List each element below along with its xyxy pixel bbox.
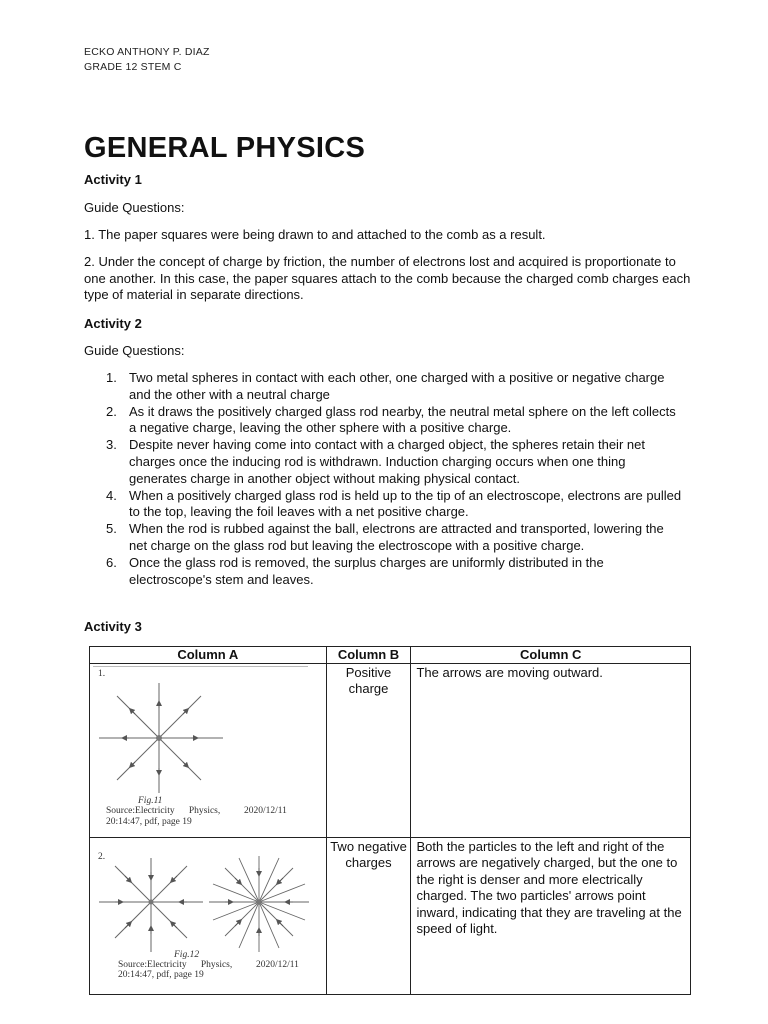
figure-caption: Fig.12 [174, 950, 200, 960]
column-a-header: Column A [90, 647, 327, 664]
student-name: ECKO ANTHONY P. DIAZ [84, 46, 210, 58]
figure-source-date: 20:14:47, pdf, page 19 [118, 970, 204, 980]
column-c-header: Column C [411, 647, 691, 664]
activity1-answer-1: 1. The paper squares were being drawn to and attached to the comb as a result. [84, 227, 546, 242]
figure-number: 2. [98, 852, 106, 862]
activity1-heading: Activity 1 [84, 172, 142, 187]
activity1-guide: Guide Questions: [84, 200, 185, 215]
figure-source-date: 20:14:47, pdf, page 19 [106, 817, 192, 827]
list-item: 2. As it draws the positively charged glass rod nearby, the neutral metal sphere on the left collects a negative charge, leaving the other sphere with a positive charge. [106, 403, 676, 436]
table-row [90, 838, 691, 995]
activity3-heading: Activity 3 [84, 619, 142, 634]
inward-field-lines-figure [95, 854, 320, 959]
list-item: 4. When a positively charged glass rod is held up to the tip of an electroscope, electrons are pulled to the top, leaving the foil leaves with a net positive charge. [106, 487, 682, 520]
figure-cell [90, 664, 327, 838]
table-header-row [90, 647, 691, 664]
column-b-cell: Positive charge [326, 664, 411, 838]
figure-number: 1. [98, 669, 106, 679]
list-item: 1. Two metal spheres in contact with each other, one charged with a positive or negative charge and the other with a neutral charge [106, 370, 665, 402]
list-item: 6. Once the glass rod is removed, the surplus charges are uniformly distributed in the electroscope's stem and leaves. [106, 554, 604, 587]
figure-cell [90, 838, 327, 995]
column-b-header: Column B [326, 647, 411, 664]
activity2-heading: Activity 2 [84, 316, 142, 331]
figure-source: Source:Electricity Physics, 2020/12/11 [118, 960, 299, 970]
student-class: GRADE 12 STEM C [84, 61, 182, 73]
activity1-answer-2: 2. Under the concept of charge by friction, the number of electrons lost and acquired is proportionate to one another. In this case, the paper squares attach to the comb because the charged comb charges each type of material in separate directions. [84, 254, 691, 302]
figure-rule [93, 666, 308, 667]
outward-field-lines-figure [95, 678, 235, 798]
column-b-cell: Two negative charges [326, 838, 411, 995]
list-item: 3. Despite never having come into contact with a charged object, the spheres retain their net charges once the inducing rod is withdrawn. Induction charging occurs when one thing generates charge in another object without making physical contact. [106, 437, 645, 486]
figure-source: Source:Electricity Physics, 2020/12/11 [106, 806, 287, 816]
table-row [90, 664, 691, 838]
list-item: 5. When the rod is rubbed against the ball, electrons are attracted and transported, lowering the net charge on the glass rod but leaving the electroscope with a positive charge. [106, 521, 664, 553]
column-c-cell: Both the particles to the left and right of the arrows are negatively charged, but the one to the right is denser and more electrically charged. The two particles' arrows point inward, indicating that they are traveling at the speed of light. [411, 838, 691, 995]
figure-caption: Fig.11 [138, 796, 163, 806]
activity2-guide: Guide Questions: [84, 343, 185, 358]
page-title: GENERAL PHYSICS [84, 132, 366, 164]
activity3-table [89, 646, 691, 995]
column-c-cell: The arrows are moving outward. [411, 664, 691, 838]
activity2-list [84, 370, 684, 588]
